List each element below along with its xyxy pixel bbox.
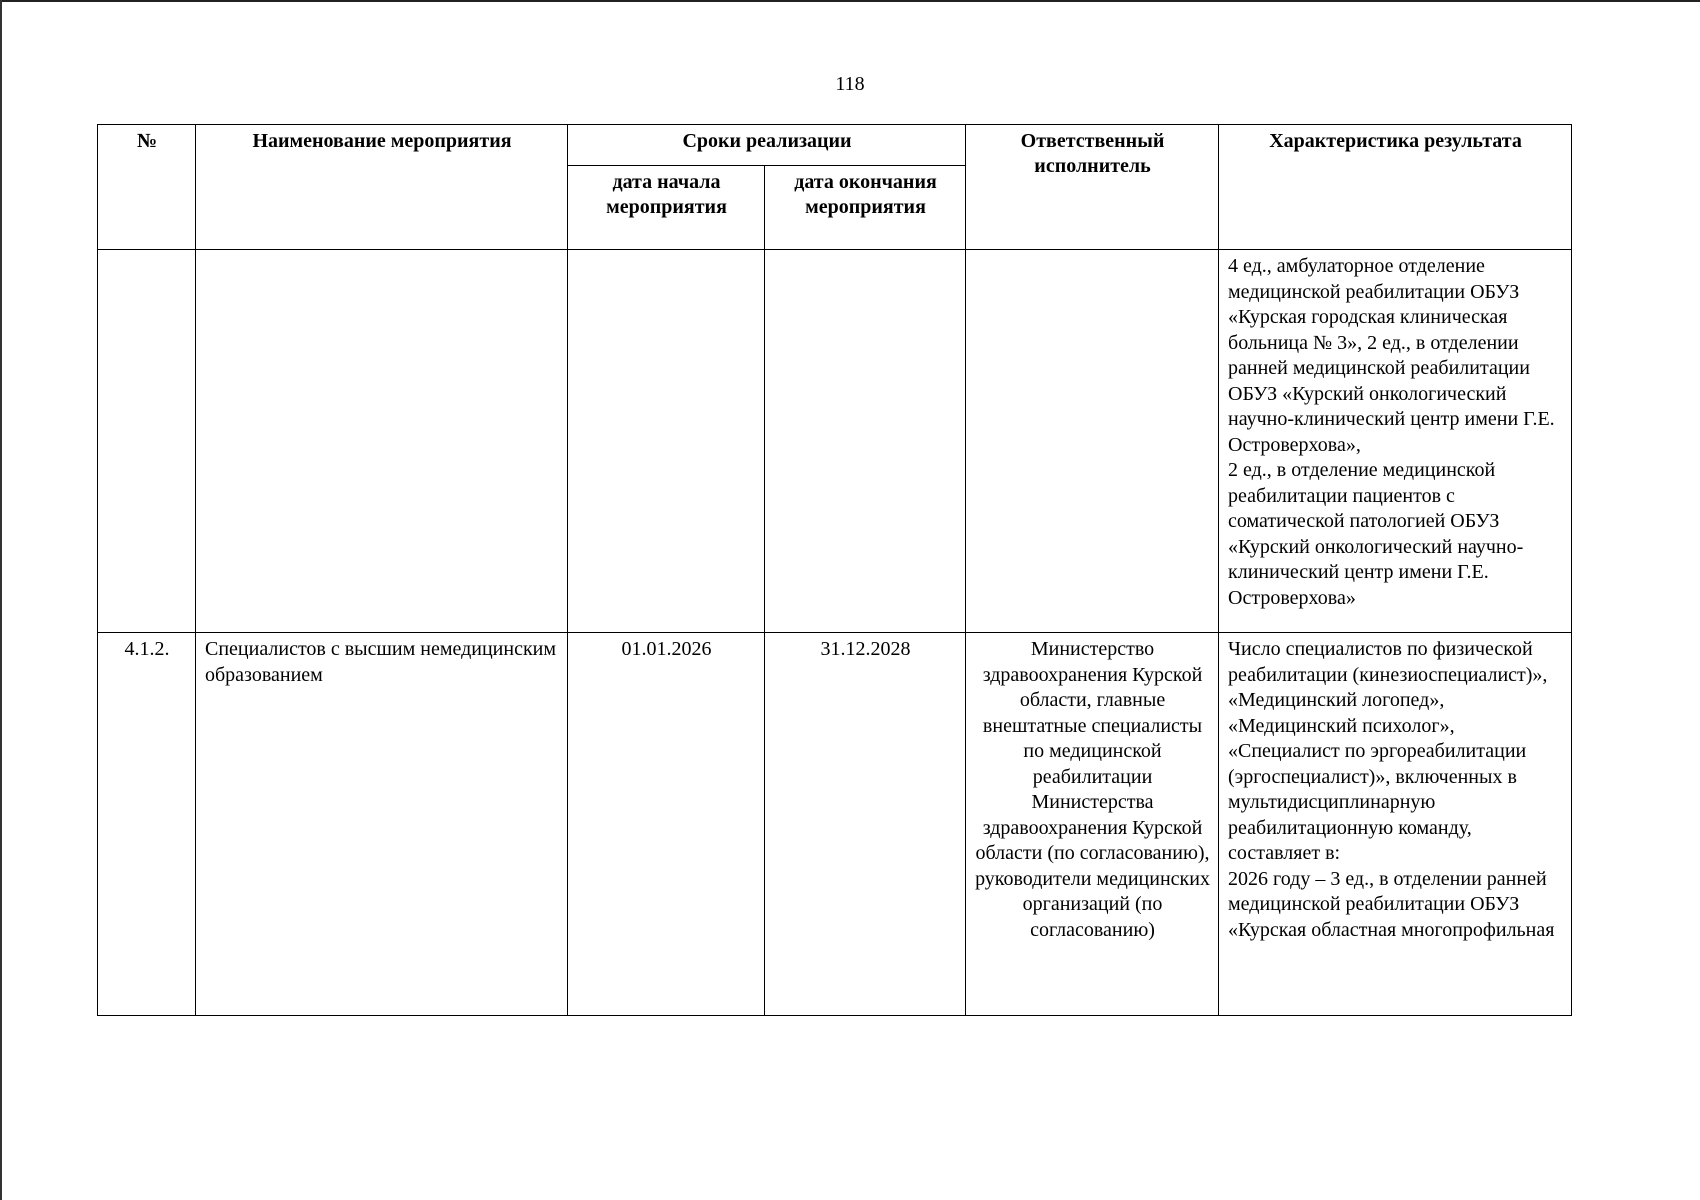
header-name: Наименование мероприятия [196, 125, 568, 250]
cell-responsible: Министерство здравоохранения Курской области, главные внештатные специалисты по медицинской реабилитации Министерства здравоохранения Курской области (по согласованию), руководители медицинских организаций (по согласованию) [966, 633, 1219, 1016]
scan-edge-left [0, 0, 2, 1200]
cell-end-date: 31.12.2028 [765, 633, 966, 1016]
header-row [98, 125, 1572, 166]
header-result: Характеристика результата [1219, 125, 1572, 250]
cell-number [98, 250, 196, 633]
page-number: 118 [835, 73, 865, 95]
measures-table [97, 124, 1572, 1016]
header-number: № [98, 125, 196, 250]
header-end-date: дата окончания мероприятия [765, 166, 966, 250]
scan-edge-top [0, 0, 1700, 2]
cell-result: 4 ед., амбулаторное отделение медицинской реабилитации ОБУЗ «Курская городская клиническая больница № 3», 2 ед., в отделении ранней медицинской реабилитации ОБУЗ «Курский онкологический научно-клинический центр имени Г.Е. Островерхова», 2 ед., в отделение медицинской реабилитации пациентов с соматической патологией ОБУЗ «Курский онкологический научно-клинический центр имени Г.Е. Островерхова» [1219, 250, 1572, 633]
cell-start-date [568, 250, 765, 633]
table-row [98, 250, 1572, 633]
table-row [98, 633, 1572, 1016]
header-terms: Сроки реализации [568, 125, 966, 166]
cell-number: 4.1.2. [98, 633, 196, 1016]
header-responsible: Ответственный исполнитель [966, 125, 1219, 250]
header-start-date: дата начала мероприятия [568, 166, 765, 250]
cell-name [196, 250, 568, 633]
cell-start-date: 01.01.2026 [568, 633, 765, 1016]
cell-end-date [765, 250, 966, 633]
cell-responsible [966, 250, 1219, 633]
cell-name: Специалистов с высшим немедицинским образованием [196, 633, 568, 1016]
cell-result: Число специалистов по физической реабилитации (кинезиоспециалист)», «Медицинский логопед», «Медицинский психолог», «Специалист по эргореабилитации (эргоспециалист)», включенных в мультидисциплинарную реабилитационную команду, составляет в: 2026 году – 3 ед., в отделении ранней медицинской реабилитации ОБУЗ «Курская областная многопрофильная [1219, 633, 1572, 1016]
